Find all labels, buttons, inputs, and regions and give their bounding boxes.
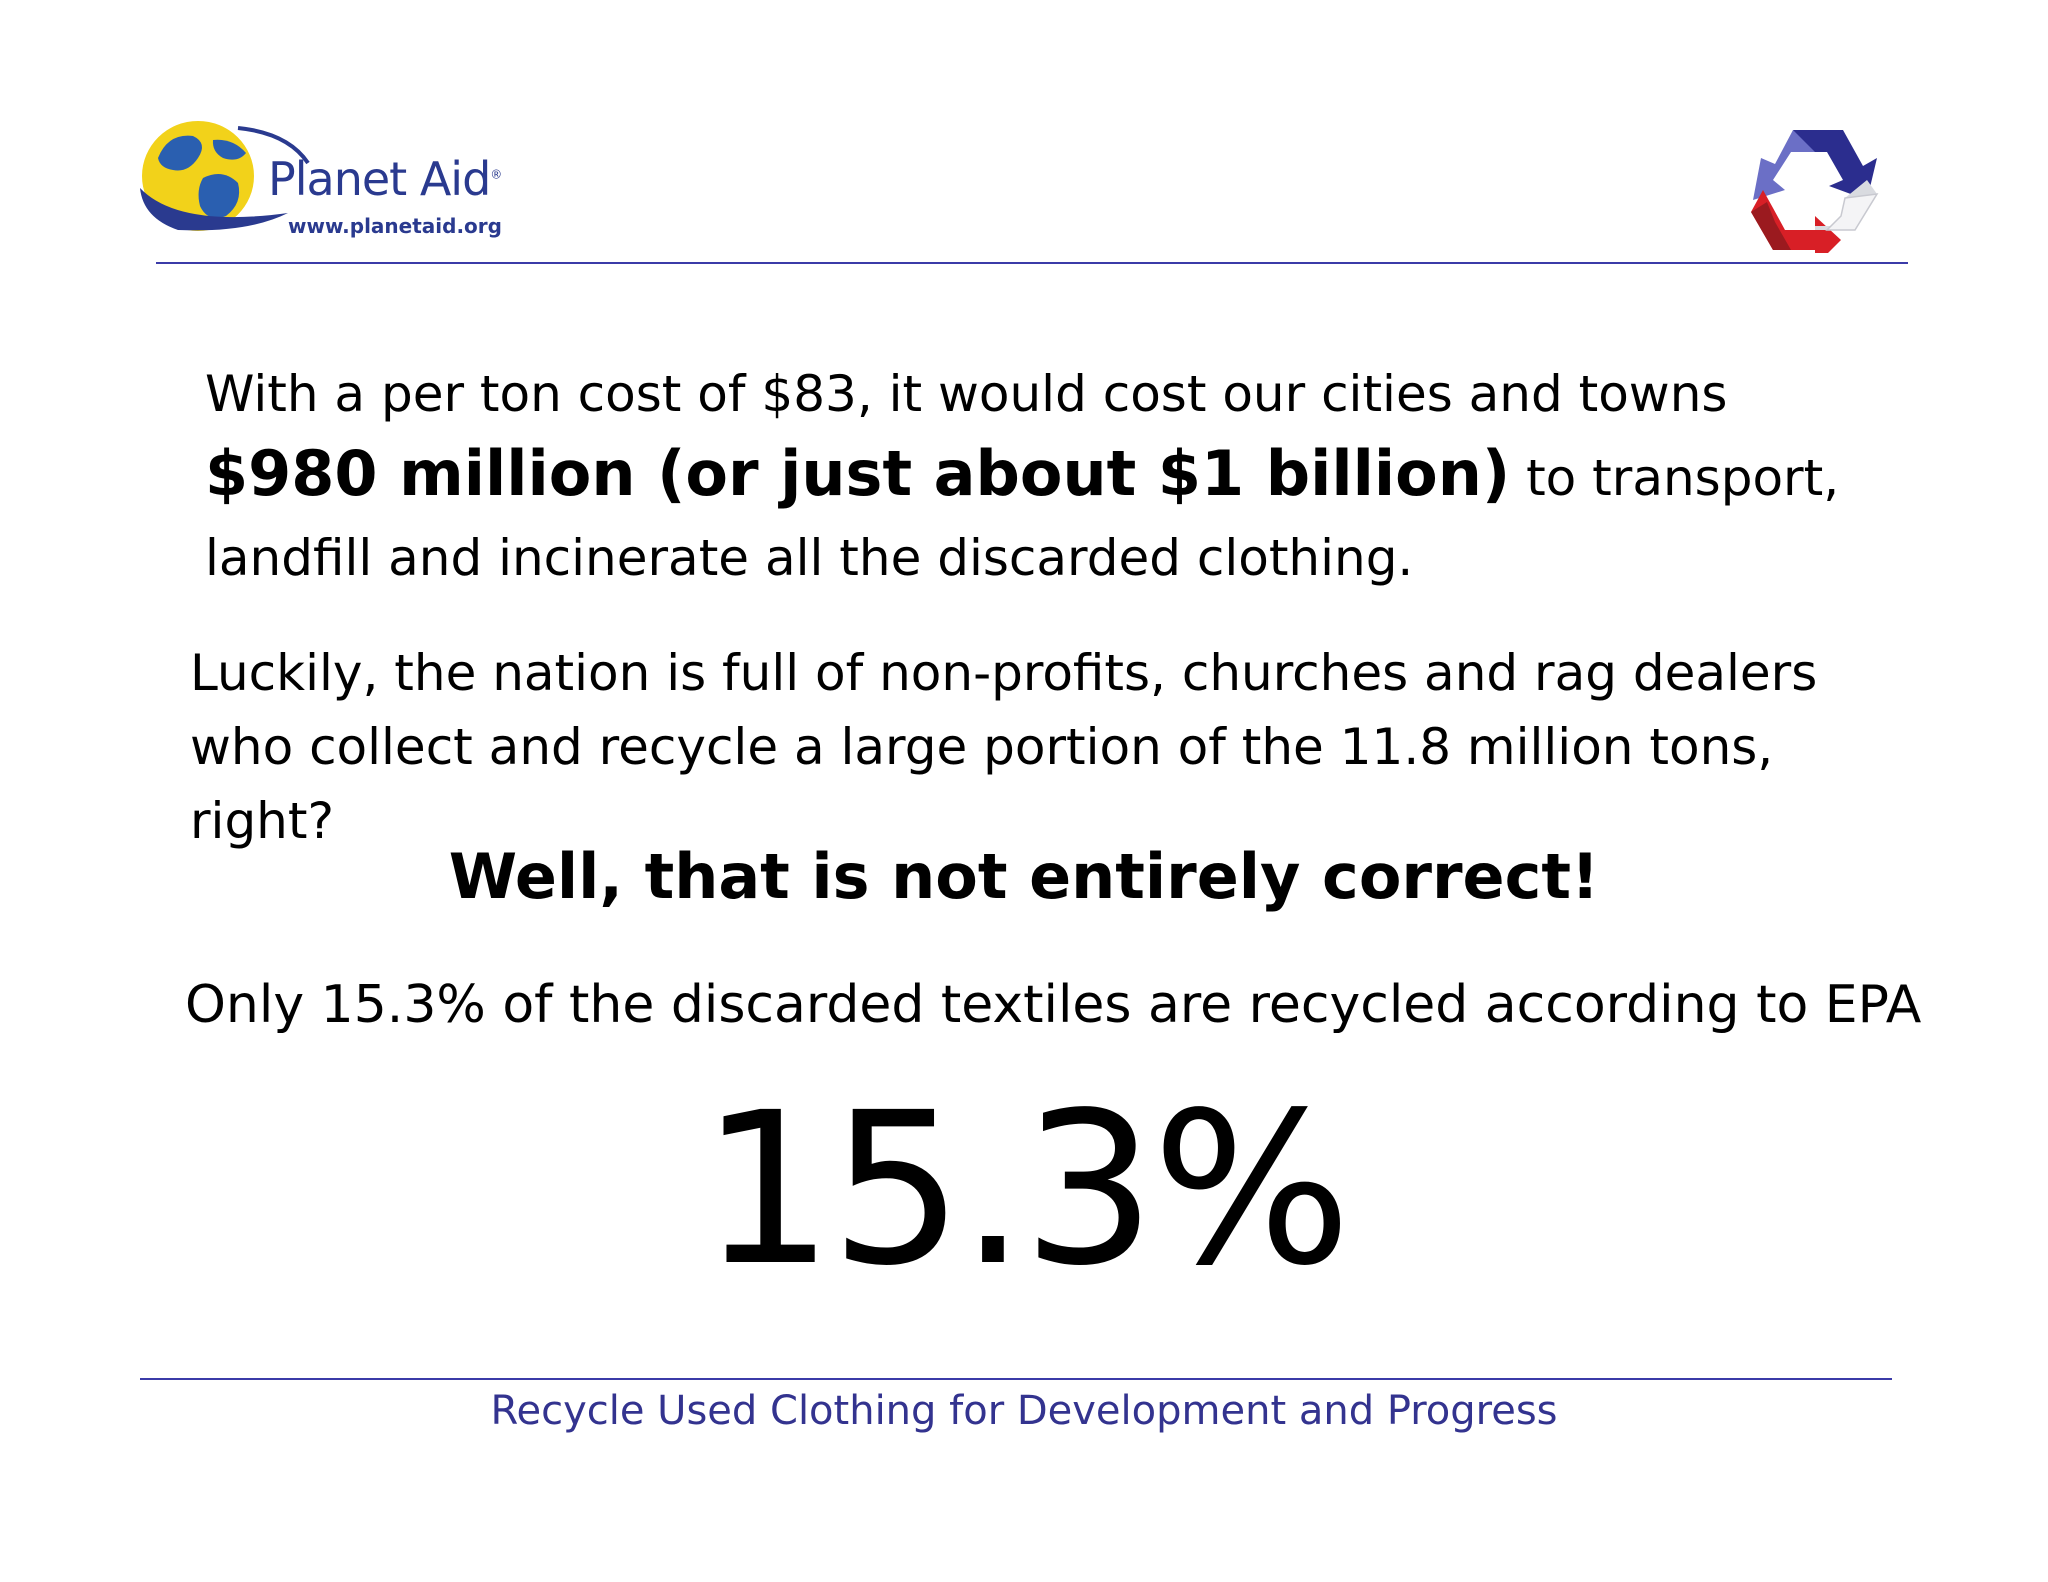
recycle-icon bbox=[1745, 128, 1885, 253]
cost-line-1: With a per ton cost of $83, it would cost our cities and towns bbox=[205, 365, 1728, 423]
logo-url: www.planetaid.org bbox=[288, 214, 502, 238]
luckily-paragraph bbox=[190, 636, 1817, 858]
emphasis-heading: Well, that is not entirely correct! bbox=[448, 840, 1600, 913]
cost-line-3: landfill and incinerate all the discarded clothing. bbox=[205, 529, 1414, 587]
cost-line-2 bbox=[205, 434, 1839, 518]
cost-paragraph bbox=[205, 354, 1839, 598]
footer-divider bbox=[140, 1378, 1892, 1380]
big-percentage: 15.3% bbox=[700, 1067, 1348, 1312]
luckily-line-3: right? bbox=[190, 792, 335, 850]
epa-statement: Only 15.3% of the discarded textiles are recycled according to EPA bbox=[185, 975, 1922, 1035]
cost-line-2-rest: to transport, bbox=[1510, 449, 1840, 507]
cost-highlight: $980 million (or just about $1 billion) bbox=[205, 437, 1511, 510]
footer-tagline: Recycle Used Clothing for Development and Progress bbox=[490, 1388, 1558, 1434]
luckily-line-2: who collect and recycle a large portion of the 11.8 million tons, bbox=[190, 718, 1774, 776]
luckily-line-1: Luckily, the nation is full of non-profits, churches and rag dealers bbox=[190, 644, 1818, 702]
planet-aid-logo bbox=[138, 118, 518, 243]
header-divider bbox=[156, 262, 1908, 264]
logo-name: Planet Aid® bbox=[268, 152, 502, 206]
